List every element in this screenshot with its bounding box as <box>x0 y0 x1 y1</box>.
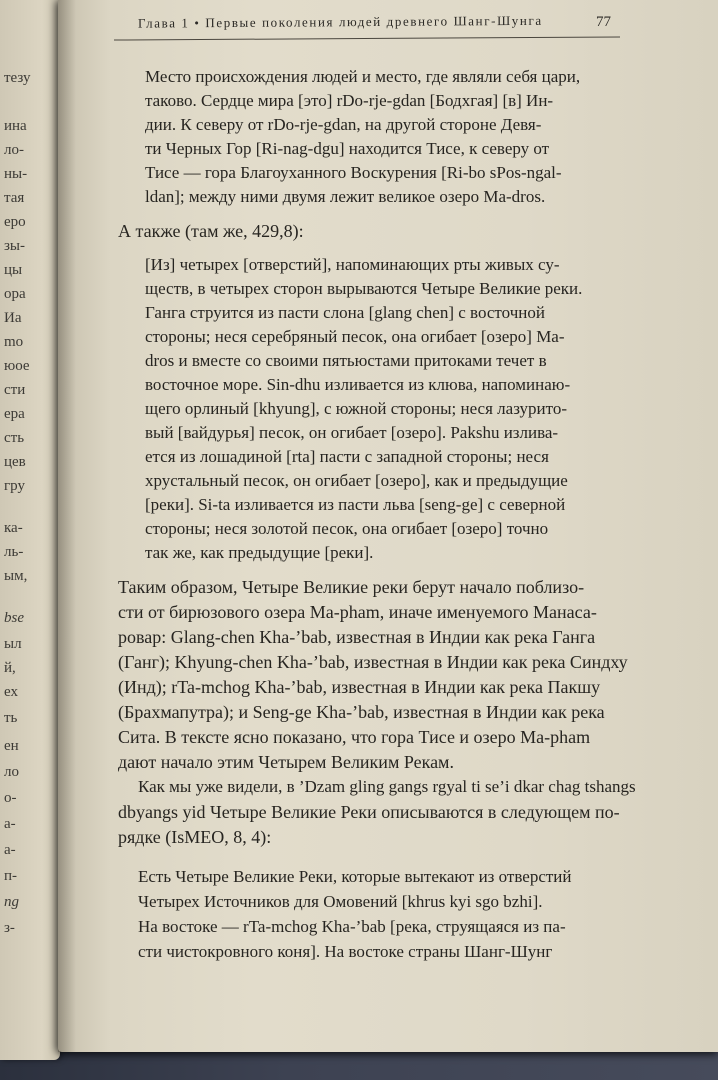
left-page-fragment: ны- <box>4 166 28 182</box>
left-page-fragment: ым, <box>4 568 28 584</box>
text-line: Место происхождения людей и место, где являли себя цари, <box>145 67 581 86</box>
left-page-fragment: mo <box>4 334 24 350</box>
left-page-fragment: п- <box>4 868 18 884</box>
left-page-fragment: Иа <box>4 310 22 326</box>
left-page-fragment: з- <box>4 920 15 936</box>
right-page <box>58 0 718 1052</box>
text-line: (Брахмапутра); и Seng-ge Kha-’bab, известная в Индии как река <box>118 702 605 722</box>
left-page-fragment: тезу <box>4 70 31 86</box>
left-page <box>0 0 60 1060</box>
text-line: А также (там же, 429,8): <box>118 221 304 241</box>
page-gutter-shadow <box>58 0 76 1052</box>
text-line: (Инд); rTa-mchog Kha-’bab, известная в Индии как река Пакшу <box>118 677 601 697</box>
left-page-fragment: а- <box>4 816 16 832</box>
text-line: ровар: Glang-chen Kha-’bab, известная в Индии как река Ганга <box>118 627 596 647</box>
running-head: Глава 1 • Первые поколения людей древнего Шанг-Шунга <box>137 12 543 31</box>
left-page-fragment: ора <box>4 286 26 302</box>
left-page-fragment: сть <box>4 430 25 446</box>
left-page-fragment: о- <box>4 790 17 806</box>
left-page-fragment: ль- <box>4 544 24 560</box>
text-line: восточное море. Sin-dhu изливается из клюва, напоминаю- <box>145 375 571 394</box>
text-line: (Ганг); Khyung-chen Kha-’bab, известная в Индии как река Синдху <box>118 652 628 672</box>
left-page-fragment: цев <box>4 454 26 470</box>
left-page-fragment: bse <box>4 610 24 626</box>
left-page-fragment: тая <box>4 190 25 206</box>
header-rule <box>114 36 620 40</box>
left-page-fragment: цы <box>4 262 23 278</box>
text-line: сти чистокровного коня]. На востоке страны Шанг-Шунг <box>138 942 553 961</box>
text-line: На востоке — rTa-mchog Kha-’bab [река, струящаяся из па- <box>138 917 566 936</box>
text-line: Сита. В тексте ясно показано, что гора Тисе и озеро Ma-pham <box>118 727 591 747</box>
text-line: dbyangs yid Четыре Великие Реки описываются в следующем по- <box>118 802 620 822</box>
left-page-fragment: а- <box>4 842 16 858</box>
text-line: сти от бирюзового озера Ma-pham, иначе именуемого Манаса- <box>118 602 597 622</box>
text-line: Тисе — гора Благоуханного Воскурения [Ri-bo sPos-ngal- <box>145 163 562 182</box>
left-page-fragment: й, <box>4 660 16 676</box>
text-line: ldan]; между ними двумя лежит великое озеро Ma-dros. <box>145 187 546 206</box>
left-page-fragment: ина <box>4 118 27 134</box>
left-page-fragment: ло <box>4 764 19 780</box>
text-line: Ганга струится из пасти слона [glang chen] с восточной <box>145 303 545 322</box>
left-page-fragment: ех <box>4 684 18 700</box>
text-line: ется из лошадиной [rta] пасти с западной стороны; неся <box>145 447 549 466</box>
left-page-fragment: гру <box>4 478 25 494</box>
text-line: стороны; неся золотой песок, она огибает [озеро] точно <box>145 519 549 538</box>
text-line: рядке (IsMEO, 8, 4): <box>118 827 272 847</box>
text-line: Как мы уже видели, в ’Dzam gling gangs rgyal ti se’i dkar chag tshangs <box>138 777 636 796</box>
left-page-fragment: еро <box>4 214 26 230</box>
text-line: так же, как предыдущие [реки]. <box>145 543 374 562</box>
text-line: Есть Четыре Великие Реки, которые вытекают из отверстий <box>138 867 572 886</box>
text-line: вый [вайдурья] песок, он огибает [озеро]. Pakshu излива- <box>145 423 559 442</box>
text-line: ти Черных Гор [Ri-nag-dgu] находится Тисе, к северу от <box>145 139 550 158</box>
left-page-fragment: ера <box>4 406 25 422</box>
text-line: таково. Сердце мира [это] rDo-rje-gdan [Бодхгая] [в] Ин- <box>145 91 554 110</box>
text-line: [реки]. Si-ta изливается из пасти льва [seng-ge] с северной <box>145 495 566 514</box>
text-line: дают начало этим Четырем Великим Рекам. <box>118 752 454 772</box>
page-number: 77 <box>596 14 611 30</box>
left-page-fragment: ло- <box>4 142 24 158</box>
text-line: Четырех Источников для Омовений [khrus kyi sgo bzhi]. <box>138 892 543 911</box>
left-page-fragment: ка- <box>4 520 23 536</box>
text-line: стороны; неся серебряный песок, она огибает [озеро] Ma- <box>145 327 565 346</box>
left-page-fragment: зы- <box>4 238 25 254</box>
text-line: dros и вместе со своими пятьюстами притоками течет в <box>145 351 547 370</box>
left-page-fragment: юое <box>4 358 30 374</box>
left-page-fragment: ен <box>4 738 19 754</box>
left-page-fragment: ыл <box>4 636 22 652</box>
text-line: щего орлиный [khyung], с южной стороны; неся лазурито- <box>145 399 568 418</box>
text-line: дии. К северу от rDo-rje-gdan, на другой стороне Девя- <box>145 115 542 134</box>
text-line: хрустальный песок, он огибает [озеро], как и предыдущие <box>145 471 568 490</box>
left-page-fragment: сти <box>4 382 26 398</box>
text-line: Таким образом, Четыре Великие реки берут начало поблизо- <box>118 577 585 597</box>
left-page-fragment: ть <box>4 710 18 726</box>
text-line: [Из] четырех [отверстий], напоминающих рты живых су- <box>145 255 560 274</box>
left-page-fragment: ng <box>4 894 19 910</box>
text-line: ществ, в четырех сторон вырываются Четыре Великие реки. <box>145 279 583 298</box>
